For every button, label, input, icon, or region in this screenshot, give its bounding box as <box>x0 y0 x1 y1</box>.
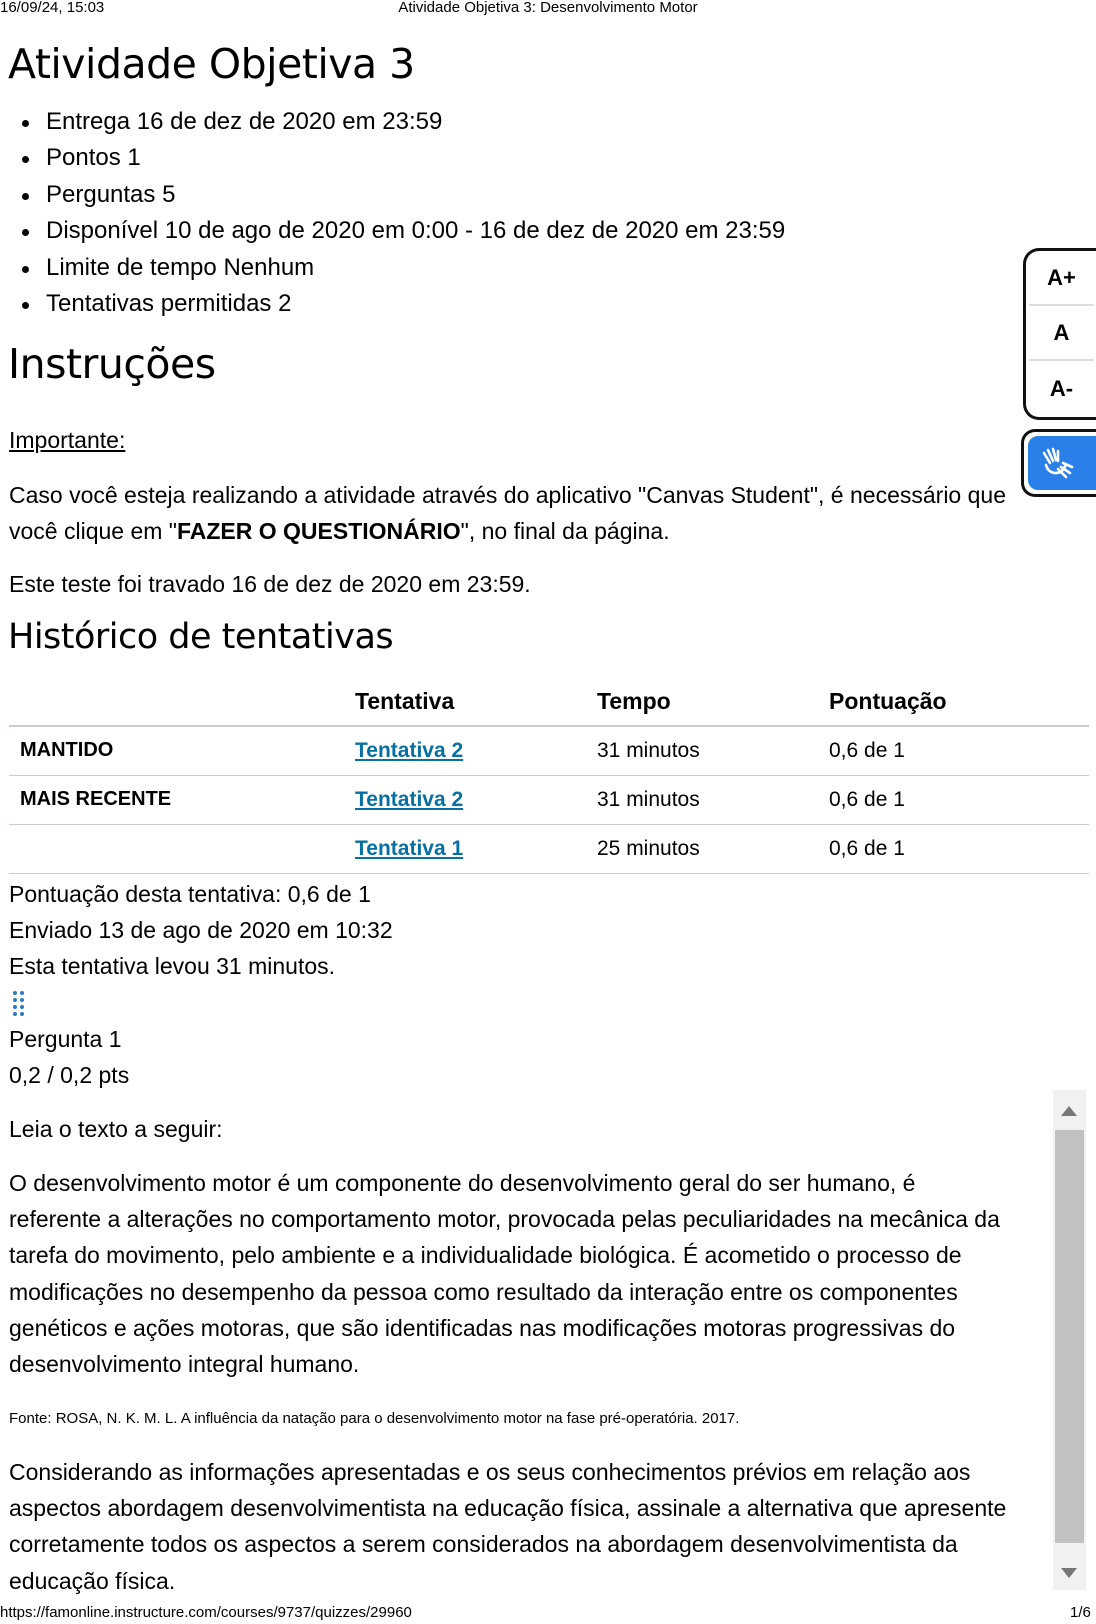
quiz-meta-available: Disponível 10 de ago de 2020 em 0:00 - 16 de dez de 2020 em 23:59 <box>20 213 785 249</box>
question-body <box>9 1165 1049 1382</box>
question-title: Pergunta 1 <box>9 1026 122 1052</box>
print-doc-title: Atividade Objetiva 3: Desenvolvimento Motor <box>398 0 698 16</box>
font-increase-button[interactable]: A+ <box>1029 251 1094 306</box>
print-datetime: 16/09/24, 15:03 <box>0 0 105 16</box>
history-col-attempt: Tentativa <box>355 678 597 726</box>
quiz-meta-attempts: Tentativas permitidas 2 <box>20 286 785 322</box>
row-label: MANTIDO <box>9 726 355 775</box>
question-prompt <box>9 1454 1054 1599</box>
attempt-score-line: Pontuação desta tentativa: 0,6 de 1 <box>9 881 371 907</box>
drag-handle-icon[interactable] <box>12 990 26 1016</box>
print-footer-url: https://famonline.instructure.com/courses/9737/quizzes/29960 <box>0 1604 412 1621</box>
instructions-paragraph: Caso você esteja realizando a atividade através do aplicativo "Canvas Student", é necessário que você clique em "FAZER O QUESTIONÁRIO", no final da página. <box>9 482 1006 544</box>
quiz-meta-time-limit: Limite de tempo Nenhum <box>20 250 785 286</box>
question-prompt-line: corretamente todos os aspectos a serem considerados na abordagem desenvolvimentista da <box>9 1531 958 1558</box>
table-row <box>9 824 1089 873</box>
question-prompt-line: Considerando as informações apresentadas e os seus conhecimentos prévios em relação aos <box>9 1459 971 1485</box>
attempt-link[interactable]: Tentativa 2 <box>355 738 464 762</box>
table-row <box>9 726 1089 775</box>
vertical-scrollbar[interactable] <box>1053 1090 1086 1590</box>
attempt-link[interactable]: Tentativa 2 <box>355 787 464 811</box>
page-title: Atividade Objetiva 3 <box>8 40 415 88</box>
important-label: Importante: <box>9 427 126 453</box>
question-points: 0,2 / 0,2 pts <box>9 1062 130 1088</box>
question-body-line: genéticos e ações motoras, que são identificadas nas modificações motoras progressivas do <box>9 1314 956 1341</box>
row-label: MAIS RECENTE <box>9 775 355 824</box>
scroll-up-icon[interactable] <box>1061 1106 1077 1116</box>
scroll-down-icon[interactable] <box>1061 1568 1077 1578</box>
quiz-meta-list <box>20 104 785 322</box>
font-size-panel <box>1023 248 1096 420</box>
sign-language-hands-icon <box>1036 443 1076 483</box>
history-heading: Histórico de tentativas <box>8 617 394 657</box>
question-prompt-line: aspectos abordagem desenvolvimentista na educação física, assinale a alternativa que apresente <box>9 1495 1007 1522</box>
quiz-meta-due: Entrega 16 de dez de 2020 em 23:59 <box>20 104 785 140</box>
question-intro: Leia o texto a seguir: <box>9 1116 223 1142</box>
font-normal-button[interactable]: A <box>1029 306 1094 361</box>
row-time: 31 minutos <box>597 775 829 824</box>
table-row <box>9 775 1089 824</box>
row-time: 25 minutos <box>597 824 829 873</box>
history-col-label <box>9 678 355 726</box>
font-decrease-button[interactable]: A- <box>1049 375 1074 401</box>
row-score: 0,6 de 1 <box>829 775 1089 824</box>
quiz-meta-questions: Perguntas 5 <box>20 177 785 213</box>
question-body-line: O desenvolvimento motor é um componente do desenvolvimento geral do ser humano, é <box>9 1170 916 1196</box>
history-col-time: Tempo <box>597 678 829 726</box>
scrollbar-thumb[interactable] <box>1055 1130 1084 1543</box>
question-body-line: referente a alterações no comportamento motor, provocada pelas peculiaridades na mecânica da <box>9 1206 1000 1233</box>
row-score: 0,6 de 1 <box>829 824 1089 873</box>
libras-widget-button[interactable] <box>1021 429 1096 497</box>
instructions-heading: Instruções <box>8 340 216 388</box>
row-score: 0,6 de 1 <box>829 726 1089 775</box>
attempt-link[interactable]: Tentativa 1 <box>355 836 464 860</box>
row-time: 31 minutos <box>597 726 829 775</box>
locked-note: Este teste foi travado 16 de dez de 2020 em 23:59. <box>9 571 531 597</box>
history-header-row <box>9 678 1089 726</box>
quiz-meta-points: Pontos 1 <box>20 140 785 176</box>
question-body-line: desenvolvimento integral humano. <box>9 1351 360 1378</box>
attempt-sent-line: Enviado 13 de ago de 2020 em 10:32 <box>9 917 393 943</box>
question-body-line: modificações no desempenho da pessoa como resultado da interação entre os componentes <box>9 1278 958 1305</box>
history-col-score: Pontuação <box>829 678 1089 726</box>
print-footer-page: 1/6 <box>1070 1604 1091 1621</box>
attempt-duration-line: Esta tentativa levou 31 minutos. <box>9 953 336 979</box>
question-body-line: tarefa do movimento, pelo ambiente e a individualidade biológica. É acometido o processo de <box>9 1242 962 1269</box>
history-table <box>9 678 1089 874</box>
question-prompt-line: educação física. <box>9 1567 176 1594</box>
question-source: Fonte: ROSA, N. K. M. L. A influência da natação para o desenvolvimento motor na fase pré-operatória. 2017. <box>9 1410 740 1427</box>
row-label <box>9 824 355 873</box>
